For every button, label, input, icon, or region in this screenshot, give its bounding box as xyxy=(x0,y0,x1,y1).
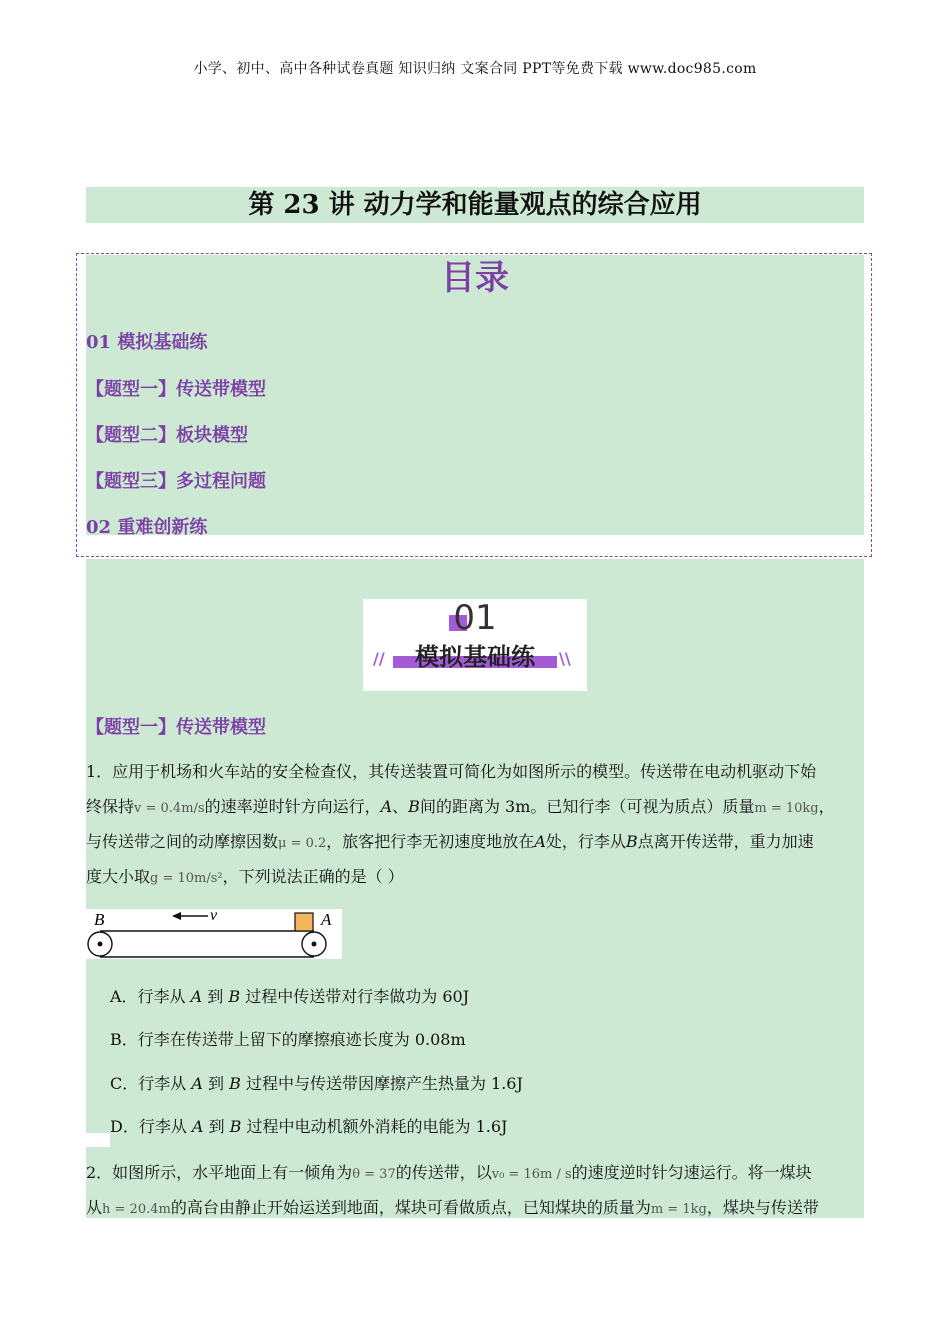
point-b-label: B xyxy=(229,1074,241,1093)
option-text: A．行李从 xyxy=(110,987,191,1006)
option-text: 到 xyxy=(203,1117,230,1136)
point-b-label: B xyxy=(228,987,241,1006)
point-b-label: B xyxy=(229,1117,242,1136)
banner-slash-left: // xyxy=(373,649,385,668)
toc-item-type-one[interactable]: 【题型一】传送带模型 xyxy=(86,379,266,400)
q1-option-d[interactable] xyxy=(110,1114,507,1137)
q1-text: 处，行李从 xyxy=(545,832,626,851)
q2-line-2 xyxy=(86,1190,864,1227)
q1-gravity: g = 10m/s² xyxy=(150,871,223,886)
q1-text: 点离开传送带，重力加速 xyxy=(637,832,814,851)
q2-line-1 xyxy=(86,1155,864,1192)
q1-text: 与传送带之间的动摩擦因数 xyxy=(86,832,279,851)
q2-text: 从 xyxy=(86,1198,103,1217)
q1-line-2 xyxy=(86,789,864,826)
q2-mass: m = 1kg xyxy=(650,1202,707,1217)
point-a-label: A xyxy=(380,797,393,816)
separator: 、 xyxy=(392,797,409,816)
option-text: C．行李从 xyxy=(110,1074,192,1093)
option-text: 到 xyxy=(202,1074,230,1093)
banner-slash-right: \\ xyxy=(559,649,571,668)
background-gap xyxy=(86,1133,110,1147)
point-b-label: B xyxy=(625,832,638,851)
q1-option-a[interactable] xyxy=(110,984,469,1007)
q2-text: 的高台由静止开始运送到地面，煤块可看做质点，已知煤块的质量为 xyxy=(170,1198,651,1217)
point-a-label: A xyxy=(191,1117,204,1136)
q2-height: h = 20.4m xyxy=(102,1202,171,1217)
point-a-label: A xyxy=(190,987,203,1006)
q1-line-3 xyxy=(86,824,864,861)
q1-text: 的速率逆时针方向运行， xyxy=(204,797,381,816)
q2-angle: θ = 37 xyxy=(352,1167,396,1182)
q2-text: 的速度逆时针匀速运行。将一煤块 xyxy=(571,1163,812,1182)
q1-line-1 xyxy=(86,754,864,789)
option-text: D．行李从 xyxy=(110,1117,192,1136)
velocity-arrow xyxy=(172,912,181,920)
toc-item-type-three[interactable]: 【题型三】多过程问题 xyxy=(86,471,266,492)
q1-text: 终保持 xyxy=(86,797,135,816)
conveyor-belt-svg xyxy=(86,909,342,959)
q2-velocity: v₀ = 16m / s xyxy=(491,1167,572,1182)
banner-label: 模拟基础练 xyxy=(415,643,535,671)
point-a-label: A xyxy=(191,1074,203,1093)
option-text: 过程中电动机额外消耗的电能为 1.6J xyxy=(241,1117,508,1136)
q1-friction-coefficient: μ = 0.2 xyxy=(278,836,327,851)
option-text: 到 xyxy=(202,987,229,1006)
toc-heading: 目录 xyxy=(441,258,509,298)
toc-item-type-two[interactable]: 【题型二】板块模型 xyxy=(86,425,248,446)
q1-text: ，旅客把行李无初速度地放在 xyxy=(326,832,535,851)
q2-text: 的传送带，以 xyxy=(395,1163,492,1182)
conveyor-belt-diagram xyxy=(86,909,342,959)
section-heading: 【题型一】传送带模型 xyxy=(86,717,266,738)
point-a-label: A xyxy=(534,832,546,851)
luggage-box xyxy=(295,913,313,931)
q1-text: 度大小取 xyxy=(86,867,151,886)
toc-item-practice-hard[interactable]: 02 重难创新练 xyxy=(86,517,208,538)
page-title: 第 23 讲 动力学和能量观点的综合应用 xyxy=(86,187,864,223)
option-text: 过程中与传送带因摩擦产生热量为 1.6J xyxy=(240,1074,523,1093)
option-text: B．行李在传送带上留下的摩擦痕迹长度为 0.08m xyxy=(110,1030,466,1049)
q2-text: ，煤块与传送带 xyxy=(706,1198,819,1217)
q1-option-c[interactable] xyxy=(110,1071,523,1094)
section-banner xyxy=(363,599,587,691)
q1-mass: m = 10kg xyxy=(754,801,819,816)
toc-item-practice-basic[interactable]: 01 模拟基础练 xyxy=(86,332,208,353)
q2-text: 2．如图所示，水平地面上有一倾角为 xyxy=(86,1163,353,1182)
q1-text: 间的距离为 3m。已知行李（可视为质点）质量 xyxy=(419,797,755,816)
diagram-label-v: v xyxy=(210,909,218,924)
q1-text: ， xyxy=(818,797,835,816)
q1-text: 1．应用于机场和火车站的安全检查仪，其传送装置可简化为如图所示的模型。传送带在电动机驱动下始 xyxy=(86,762,817,781)
point-b-label: B xyxy=(408,797,420,816)
q1-velocity: v = 0.4m/s xyxy=(134,801,205,816)
diagram-label-a: A xyxy=(321,910,332,929)
q1-text: ，下列说法正确的是（ ） xyxy=(222,867,404,886)
diagram-label-b: B xyxy=(94,910,105,929)
banner-number: 01 xyxy=(453,598,497,638)
q1-option-b[interactable] xyxy=(110,1027,466,1050)
q1-line-4 xyxy=(86,859,864,896)
page-header: 小学、初中、高中各种试卷真题 知识归纳 文案合同 PPT等免费下载 www.doc985.com xyxy=(193,61,757,77)
option-text: 过程中传送带对行李做功为 60J xyxy=(240,987,470,1006)
